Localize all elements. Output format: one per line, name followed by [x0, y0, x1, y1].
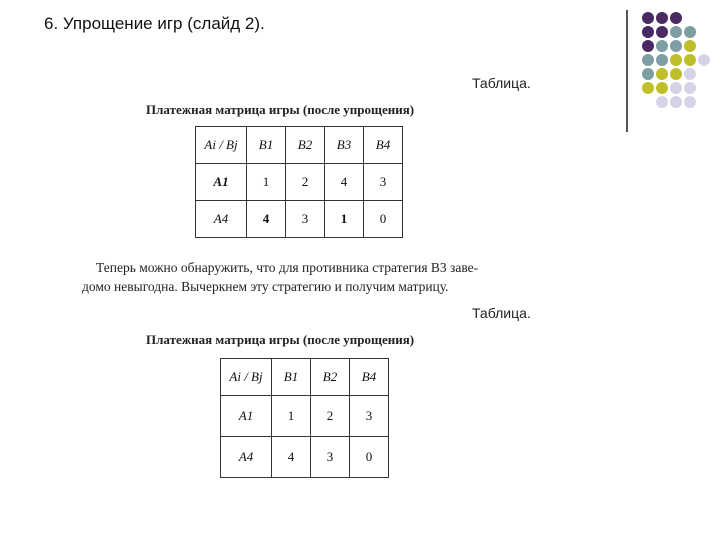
table-header-cell: B4	[364, 127, 403, 164]
paragraph-line: домо невыгодна. Вычеркнем эту стратегию и получим матрицу.	[82, 279, 449, 294]
table1-title: Платежная матрица игры (после упрощения)	[146, 102, 415, 117]
table-row	[196, 164, 403, 201]
explanation-paragraph	[82, 258, 538, 296]
table-cell: 4	[247, 201, 286, 238]
table-header-cell: B1	[272, 359, 311, 396]
decor-dot	[684, 54, 696, 66]
decor-dot	[642, 12, 654, 24]
table-cell: 3	[350, 396, 389, 437]
decor-dot	[656, 26, 668, 38]
table-cell: 2	[311, 396, 350, 437]
payoff-table-1	[195, 126, 403, 238]
decor-dot	[656, 12, 668, 24]
decor-dot	[642, 68, 654, 80]
decor-dot	[670, 96, 682, 108]
decor-dot-grid	[632, 10, 720, 120]
table-row	[196, 201, 403, 238]
table-cell: 1	[325, 201, 364, 238]
decor-dot	[684, 68, 696, 80]
decor-dot	[656, 82, 668, 94]
table2-caption: Таблица.	[472, 305, 531, 321]
decor-dot	[670, 26, 682, 38]
decor-dot	[656, 54, 668, 66]
decor-dot	[642, 26, 654, 38]
table-row-label: A1	[221, 396, 272, 437]
decor-dot	[642, 54, 654, 66]
decor-dot	[698, 54, 710, 66]
decor-dot	[684, 26, 696, 38]
decor-vertical-line	[626, 10, 628, 132]
decor-dot	[670, 54, 682, 66]
decor-dot	[684, 40, 696, 52]
payoff-table-2	[220, 358, 389, 478]
decor-dot	[670, 68, 682, 80]
table-header-row	[221, 359, 389, 396]
table-cell: 3	[286, 201, 325, 238]
table-cell: 3	[311, 437, 350, 478]
table-header-cell: B3	[325, 127, 364, 164]
table-cell: 4	[325, 164, 364, 201]
table-cell: 1	[272, 396, 311, 437]
table2-title: Платежная матрица игры (после упрощения)	[146, 332, 415, 347]
decor-dot	[670, 12, 682, 24]
table-header-row	[196, 127, 403, 164]
table-header-cell: B4	[350, 359, 389, 396]
table-cell: 1	[247, 164, 286, 201]
table-header-cell: B1	[247, 127, 286, 164]
table-header-cell: B2	[311, 359, 350, 396]
table-corner-cell: Ai / Bj	[196, 127, 247, 164]
table-row	[221, 396, 389, 437]
table-cell: 2	[286, 164, 325, 201]
decor-dot	[642, 40, 654, 52]
decor-dot	[656, 96, 668, 108]
decor-dot	[656, 40, 668, 52]
table-row	[221, 437, 389, 478]
table-cell: 3	[364, 164, 403, 201]
table-corner-cell: Ai / Bj	[221, 359, 272, 396]
table-cell: 0	[350, 437, 389, 478]
table-row-label: A1	[196, 164, 247, 201]
table-header-cell: B2	[286, 127, 325, 164]
decor-dot	[684, 96, 696, 108]
table-row-label: A4	[221, 437, 272, 478]
table-cell: 4	[272, 437, 311, 478]
table1-caption: Таблица.	[472, 75, 531, 91]
decor-dot	[670, 40, 682, 52]
table-row-label: A4	[196, 201, 247, 238]
decor-dot	[670, 82, 682, 94]
table-cell: 0	[364, 201, 403, 238]
paragraph-line: Теперь можно обнаружить, что для противника стратегия B3 заве-	[96, 260, 479, 275]
decor-dot	[684, 82, 696, 94]
slide-title: 6. Упрощение игр (слайд 2).	[44, 14, 265, 33]
decor-dot	[656, 68, 668, 80]
decor-dot	[642, 82, 654, 94]
